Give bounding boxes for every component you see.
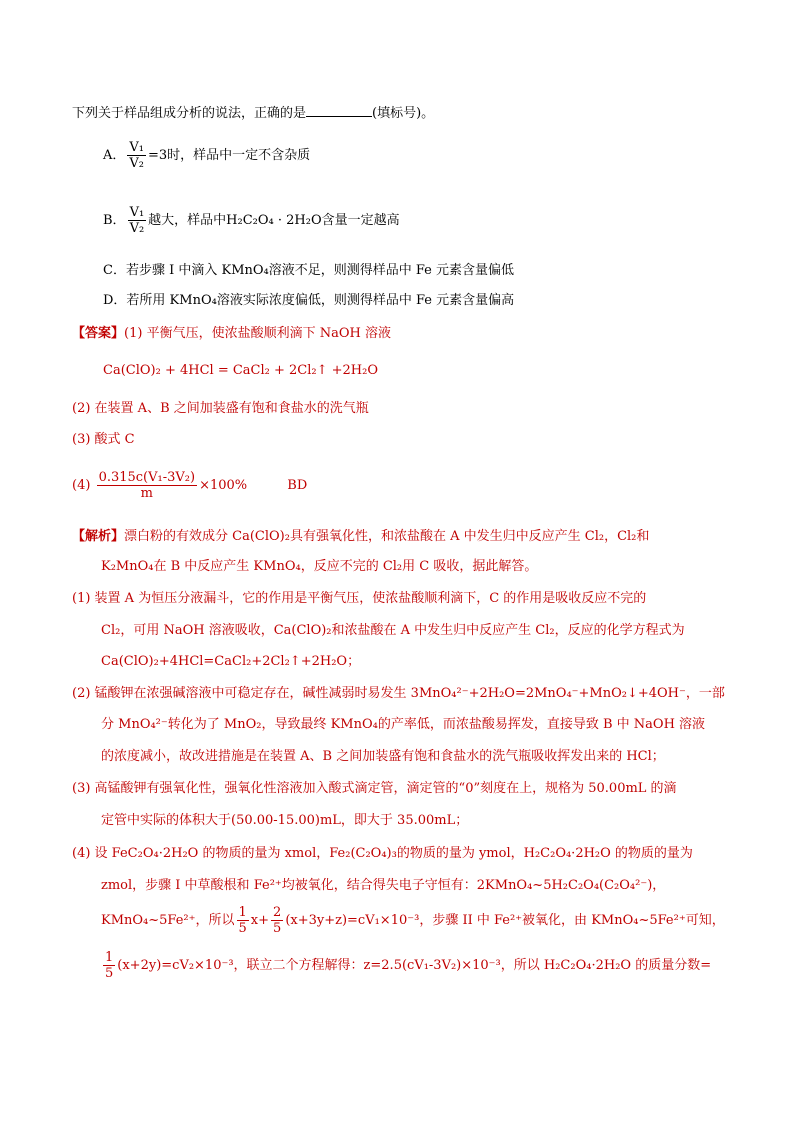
- analysis-l13-b: x+: [250, 913, 270, 928]
- answer-part4-tail: ×100%: [199, 478, 248, 493]
- answer-part4-fraction: [97, 470, 198, 501]
- analysis-line-11: (4) 设 FeC₂O₄·2H₂O 的物质的量为 xmol，Fe₂(C₂O₄)₃的物质的量为 ymol，H₂C₂O₄·2H₂O 的物质的量为: [72, 846, 693, 861]
- answer-part4-choice: BD: [287, 478, 308, 493]
- analysis-l14-a: (x+2y)=cV₂×10⁻³，联立二个方程解得：z=2.5(cV₁-3V₂)×10⁻³，所以 H₂C₂O₄·2H₂O 的质量分数=: [117, 958, 712, 973]
- frac-num: V₁: [129, 205, 145, 220]
- option-a-text: =3时，样品中一定不含杂质: [148, 148, 311, 163]
- analysis-line-4: Cl₂，可用 NaOH 溶液吸收，Ca(ClO)₂和浓盐酸在 A 中发生归中反应产生 Cl₂，反应的化学方程式为: [101, 623, 685, 638]
- option-c: C．若步骤 I 中滴入 KMnO₄溶液不足，则测得样品中 Fe 元素含量偏低: [103, 263, 515, 278]
- frac-den: V₂: [129, 156, 144, 171]
- answer-blank: [306, 104, 372, 117]
- frac-num: 2: [273, 905, 282, 920]
- answer-part2: (2) 在装置 A、B 之间加装盛有饱和食盐水的洗气瓶: [72, 401, 369, 416]
- question-stem: [72, 104, 434, 123]
- analysis-l14-frac: [103, 950, 115, 981]
- option-a: [103, 140, 310, 171]
- analysis-l13-frac1: [237, 905, 249, 936]
- frac-den: m: [140, 486, 153, 501]
- analysis-line-12: zmol，步骤 I 中草酸根和 Fe²⁺均被氧化，结合得失电子守恒有：2KMnO₄~5H₂C₂O₄(C₂O₄²⁻)，: [101, 878, 666, 893]
- analysis-line-7: 分 MnO₄²⁻转化为了 MnO₂，导致最终 KMnO₄的产率低，而浓盐酸易挥发，直接导致 B 中 NaOH 溶液: [101, 717, 706, 732]
- frac-den: 5: [238, 921, 247, 936]
- analysis-l13-frac2: [271, 905, 283, 936]
- answer-part1-text: (1) 平衡气压，使浓盐酸顺利滴下 NaOH 溶液: [124, 326, 391, 341]
- frac-den: 5: [105, 966, 114, 981]
- answer-label: 【答案】: [72, 326, 125, 341]
- option-d: D．若所用 KMnO₄溶液实际浓度偏低，则测得样品中 Fe 元素含量偏高: [103, 293, 515, 308]
- analysis-line-9: (3) 高锰酸钾有强氧化性，强氧化性溶液加入酸式滴定管，滴定管的“0”刻度在上，规格为 50.00mL 的滴: [72, 781, 677, 796]
- analysis-line-13: [101, 905, 725, 936]
- analysis-line-10: 定管中实际的体积大于(50.00-15.00)mL，即大于 35.00mL；: [101, 813, 469, 828]
- analysis-line-2: K₂MnO₄在 B 中反应产生 KMnO₄，反应不完的 Cl₂用 C 吸收，据此解答。: [101, 559, 538, 574]
- frac-den: V₂: [129, 221, 145, 236]
- option-a-fraction: [127, 140, 146, 171]
- option-b-fraction: [128, 205, 147, 236]
- answer-part1: [72, 325, 391, 343]
- stem-text: 下列关于样品组成分析的说法，正确的是: [72, 106, 307, 121]
- answer-part3: (3) 酸式 C: [72, 432, 135, 447]
- analysis-line-6: (2) 锰酸钾在浓强碱溶液中可稳定存在，碱性减弱时易发生 3MnO₄²⁻+2H₂O=2MnO₄⁻+MnO₂↓+4OH⁻，一部: [72, 686, 725, 701]
- option-b-text: 越大，样品中H₂C₂O₄ · 2H₂O含量一定越高: [148, 213, 400, 228]
- option-b-label: B．: [103, 213, 126, 228]
- analysis-l13-c: (x+3y+z)=cV₁×10⁻³，步骤 II 中 Fe²⁺被氧化，由 KMnO₄~5Fe²⁺可知，: [285, 913, 725, 928]
- analysis-line-3: (1) 装置 A 为恒压分液漏斗，它的作用是平衡气压，使浓盐酸顺利滴下，C 的作用是吸收反应不完的: [72, 591, 647, 606]
- frac-num: 1: [238, 905, 247, 920]
- frac-num: 0.315c(V₁-3V₂): [98, 470, 196, 485]
- analysis-line-8: 的浓度减小，故改进措施是在装置 A、B 之间加装盛有饱和食盐水的洗气瓶吸收挥发出来的 HCl；: [101, 749, 665, 764]
- frac-den: 5: [273, 921, 282, 936]
- analysis-line-14: [101, 950, 711, 981]
- answer-part1-equation: Ca(ClO)₂ + 4HCl = CaCl₂ + 2Cl₂↑ +2H₂O: [103, 363, 378, 378]
- option-a-label: A．: [103, 148, 126, 163]
- frac-num: V₁: [129, 140, 144, 155]
- answer-part4-label: (4): [72, 478, 91, 493]
- answer-part4: [72, 470, 307, 501]
- analysis-line-1: [72, 528, 649, 546]
- option-b: [103, 205, 400, 236]
- frac-num: 1: [105, 950, 114, 965]
- stem-suffix: (填标号)。: [372, 106, 435, 121]
- analysis-text: 漂白粉的有效成分 Ca(ClO)₂具有强氧化性，和浓盐酸在 A 中发生归中反应产生 Cl₂，Cl₂和: [124, 529, 650, 544]
- analysis-line-5: Ca(ClO)₂+4HCl=CaCl₂+2Cl₂↑+2H₂O；: [101, 654, 361, 669]
- analysis-l13-a: KMnO₄~5Fe²⁺，所以: [101, 913, 235, 928]
- analysis-label: 【解析】: [72, 529, 125, 544]
